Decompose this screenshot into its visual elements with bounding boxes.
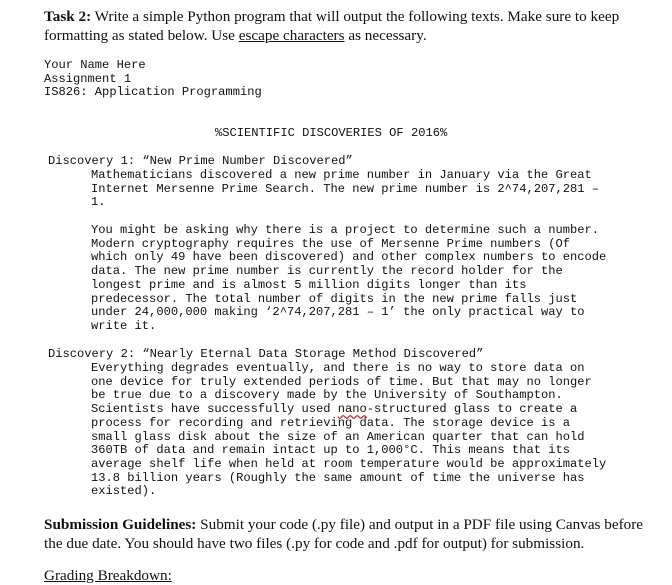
discovery-2-paragraph [91, 362, 611, 499]
text-line: process for recording and retrieving data. The storage device is a [91, 415, 570, 430]
section-title: %SCIENTIFIC DISCOVERIES OF 2016% [215, 126, 448, 140]
discovery-1-title: Discovery 1: “New Prime Number Discovered” [48, 154, 353, 168]
header-course: IS826: Application Programming [44, 85, 262, 100]
text-line: which only 49 have been discovered) and other complex numbers to encode [91, 250, 607, 265]
output-header [44, 59, 262, 100]
text-line: average shelf life when held at room temperature would be approximately [91, 456, 607, 471]
header-name: Your Name Here [44, 58, 146, 72]
text-line: You might be asking why there is a project to determine such a number. [91, 223, 600, 237]
header-assignment: Assignment 1 [44, 71, 132, 86]
text-line: write it. [91, 318, 157, 333]
discovery-2-title: Discovery 2: “Nearly Eternal Data Storage Method Discovered” [48, 347, 484, 361]
text-line: be true due to a discovery made by the University of Southampton. [91, 388, 563, 403]
text-line: one device for truly extended periods of time. But that may no longer [91, 374, 592, 389]
text-line: 360TB of data and remain intact up to 1,000°C. This means that its [91, 443, 570, 458]
spellcheck-flagged-word: nano [337, 402, 367, 417]
text-line: Modern cryptography requires the use of Mersenne Prime numbers (Of [91, 236, 570, 251]
grading-breakdown-heading: Grading Breakdown: [44, 567, 172, 584]
text-segment: -structured glass to create a [366, 402, 578, 417]
text-line: 1. [91, 195, 106, 210]
submission-label: Submission Guidelines: [44, 516, 197, 533]
text-line: existed). [91, 484, 157, 499]
text-segment: Scientists have successfully used [91, 402, 338, 417]
discovery-1-paragraph-2 [91, 224, 611, 334]
task-instructions [44, 7, 644, 45]
text-line: small glass disk about the size of an American quarter that can hold [91, 429, 585, 444]
text-line: Everything degrades eventually, and there is no way to store data on [91, 361, 585, 375]
submission-text: Submit your code (.py file) and output in a PDF file using Canvas before the due date. You should have two files (.py for code and .pdf for output) for submission. [44, 516, 644, 552]
text-line: predecessor. The total number of digits in the new prime falls just [91, 291, 578, 306]
text-line: data. The new prime number is currently the record holder for the [91, 264, 563, 279]
escape-characters-link[interactable]: escape characters [238, 27, 345, 44]
text-line: longest prime and is almost 5 million digits longer than its [91, 277, 527, 292]
task-text: Write a simple Python program that will output the following texts. Make sure to keep formatting as stated below. Use [44, 8, 620, 44]
discovery-1-paragraph-1 [91, 169, 611, 210]
text-line: Internet Mersenne Prime Search. The new prime number is 2^74,207,281 – [91, 181, 600, 196]
task-label: Task 2: [44, 8, 92, 25]
task-text-end: as necessary. [344, 27, 427, 44]
text-line: Mathematicians discovered a new prime number in January via the Great [91, 168, 592, 182]
submission-guidelines [44, 515, 644, 553]
text-line: under 24,000,000 making ‘2^74,207,281 – 1’ the only practical way to [91, 305, 585, 320]
text-line [91, 403, 611, 417]
text-line: 13.8 billion years (Roughly the same amount of time the universe has [91, 470, 585, 485]
